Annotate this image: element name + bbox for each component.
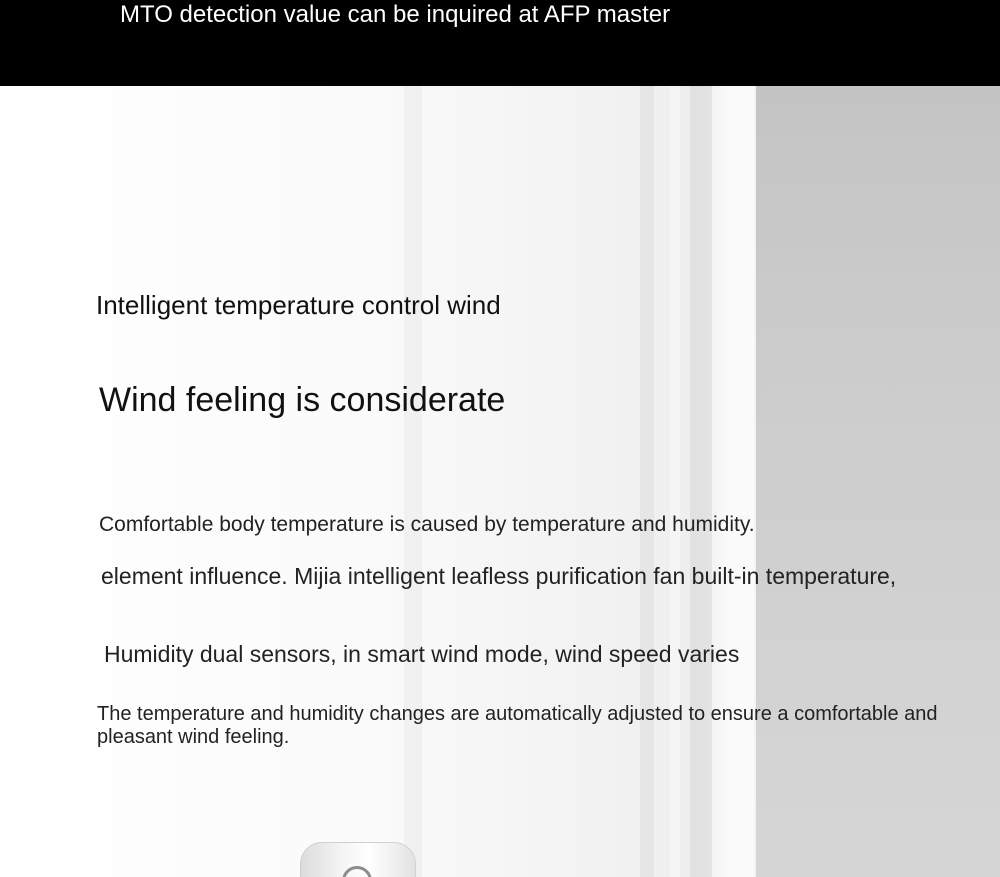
curtain-fold bbox=[404, 86, 422, 877]
curtain-fold bbox=[690, 86, 712, 877]
description-paragraph-1: Comfortable body temperature is caused by temperature and humidity. bbox=[99, 513, 755, 536]
section-headline: Wind feeling is considerate bbox=[99, 381, 506, 419]
curtain-fold bbox=[640, 86, 654, 877]
description-paragraph-3: Humidity dual sensors, in smart wind mode, wind speed varies bbox=[104, 641, 740, 667]
description-paragraph-4: The temperature and humidity changes are automatically adjusted to ensure a comfortable and pleasant wind feeling. bbox=[97, 703, 938, 748]
grey-wall bbox=[756, 86, 1000, 877]
top-banner bbox=[0, 0, 1000, 86]
banner-text: MTO detection value can be inquired at AFP master bbox=[120, 1, 671, 28]
description-paragraph-2: element influence. Mijia intelligent leafless purification fan built-in temperature, bbox=[101, 563, 897, 589]
curtain-fold bbox=[670, 86, 680, 877]
curtain-fold bbox=[726, 86, 754, 877]
section-subtitle: Intelligent temperature control wind bbox=[96, 290, 501, 320]
